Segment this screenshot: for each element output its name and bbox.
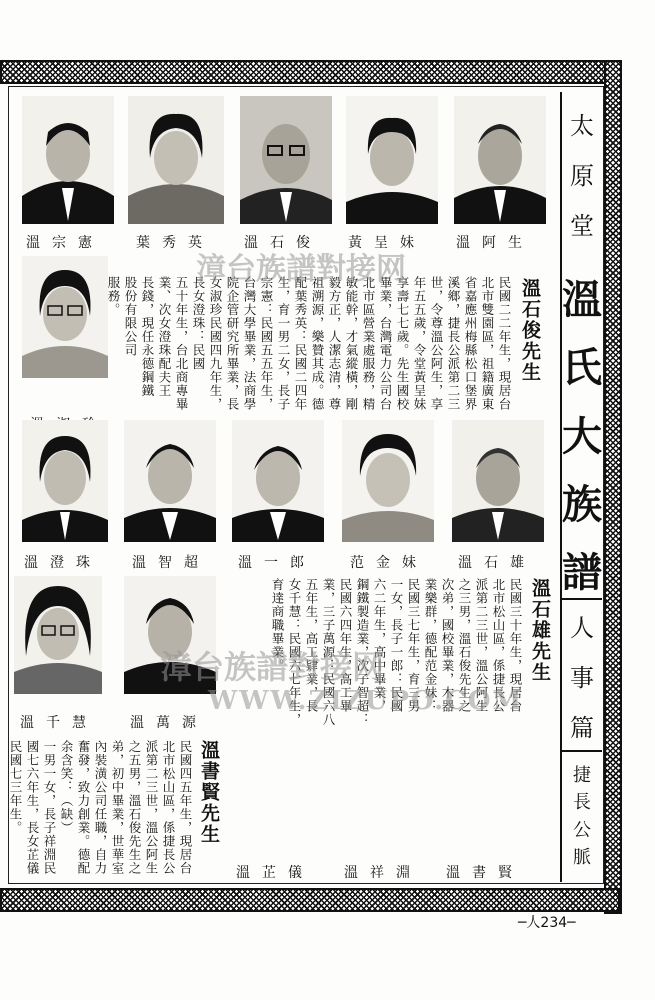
hall-name: 太 原 堂 (570, 111, 594, 240)
portrait-photo (14, 576, 102, 694)
genealogy-title: 溫 氏 大 族 譜 (562, 276, 602, 596)
portrait-photo (22, 420, 108, 542)
photo-caption: 溫宗憲 (26, 235, 104, 251)
portrait-photo (346, 96, 438, 224)
site-watermark: 漳台族譜對接网 (160, 648, 385, 686)
bio-text: 民國二二年生，現居台 北市雙園區，祖籍廣東 省嘉應州梅縣松口堡界 溪鄉，捷長公派第二三 世，令尊溫公阿生，享 年五五歲，令堂黃呈妹 享壽七七歲。先生國校 畢業，台灣電力公司台 北市區營業處服務，精 敏能幹，才氣縱橫，剛 毅方正，人潔志清，尊 祖溯源，樂贊其成。德 配葉秀英：民國二四年 生，育一男二女，長子 宗憲：民國五五年生， 台灣大學畢業，法商學 院企管研究所畢業，長 女淑珍民國四九年生， 長女澄珠：民國 五十年生，台北商專畢 業、次女澄珠配夫王 長錢，現任永德鋼鐵 股份有限公司 服務。 (106, 276, 512, 411)
photo-caption: 溫石俊 (244, 235, 322, 251)
page-number: ─人234─ (518, 915, 576, 931)
photo-caption: 溫阿生 (456, 235, 534, 251)
photo-caption: 溫芷儀 (236, 865, 314, 881)
photo-caption: 溫澄珠 (24, 555, 102, 571)
portrait-photo (124, 420, 216, 542)
portrait-photo (454, 96, 546, 224)
photo-caption: 黃呈妹 (348, 235, 426, 251)
portrait-photo (124, 576, 216, 694)
portrait-photo (232, 420, 324, 542)
bio-text: 民國四五年生，現居台 北市松山區，係捷長公 派第二三世，溫公阿生 之五男，溫石俊先生之 弟，初中畢業，世華室 內裝潢公司任職，自力 奮發，致力創業。德配 余含笑：（缺） 一男一女，長子祥淵民 國七六年生，長女芷儀 民國七三年生。 (8, 740, 193, 875)
portrait-photo (240, 96, 332, 224)
photo-caption: 溫書賢 (446, 865, 524, 881)
site-watermark: 漳台族譜對接网 (196, 252, 406, 287)
photo-caption: 溫祥淵 (344, 865, 422, 881)
portrait-photo (22, 256, 108, 378)
site-watermark-url: WWW.ZIZUPO.COM (208, 686, 524, 716)
portrait-photo (22, 96, 114, 224)
photo-caption: 溫萬源 (130, 715, 208, 731)
right-hatched-border (604, 60, 622, 914)
photo-caption: 溫一郎 (238, 555, 316, 571)
bio-heading: 溫石雄先生 (529, 578, 551, 683)
portrait-photo (452, 420, 544, 542)
portrait-photo (128, 96, 224, 224)
photo-caption: 溫智超 (132, 555, 210, 571)
portrait-photo (342, 420, 434, 542)
photo-caption: 溫石雄 (458, 555, 536, 571)
bio-heading: 溫書賢先生 (198, 740, 220, 845)
bio-heading: 溫石俊先生 (519, 278, 541, 383)
photo-caption: 溫千慧 (20, 715, 98, 731)
section-name: 人 事 篇 (562, 598, 602, 752)
bottom-hatched-border (0, 888, 620, 912)
branch-name: 捷 長 公 脈 (573, 764, 591, 869)
bio-text: 民國三十年生，現居台 北市松山區，係捷長公 派第二三世，溫公阿生 之三男，溫石俊先生之 次弟，國校畢業，木器 業樂群，德配范金妹： 民國三七年生，育三男 一女，長子一郎：民國 六二年生，高中畢業， 鋼鐵製造業，次子智超： 民國六四年生，高工畢 業，三子萬源：民國六八 五年生，高工肄業，長 女千慧：民國六七年生， 育達商職畢業。 (270, 578, 523, 727)
photo-caption: 范金妹 (350, 555, 428, 571)
photo-caption: 葉秀英 (136, 235, 214, 251)
top-hatched-border (0, 60, 620, 84)
